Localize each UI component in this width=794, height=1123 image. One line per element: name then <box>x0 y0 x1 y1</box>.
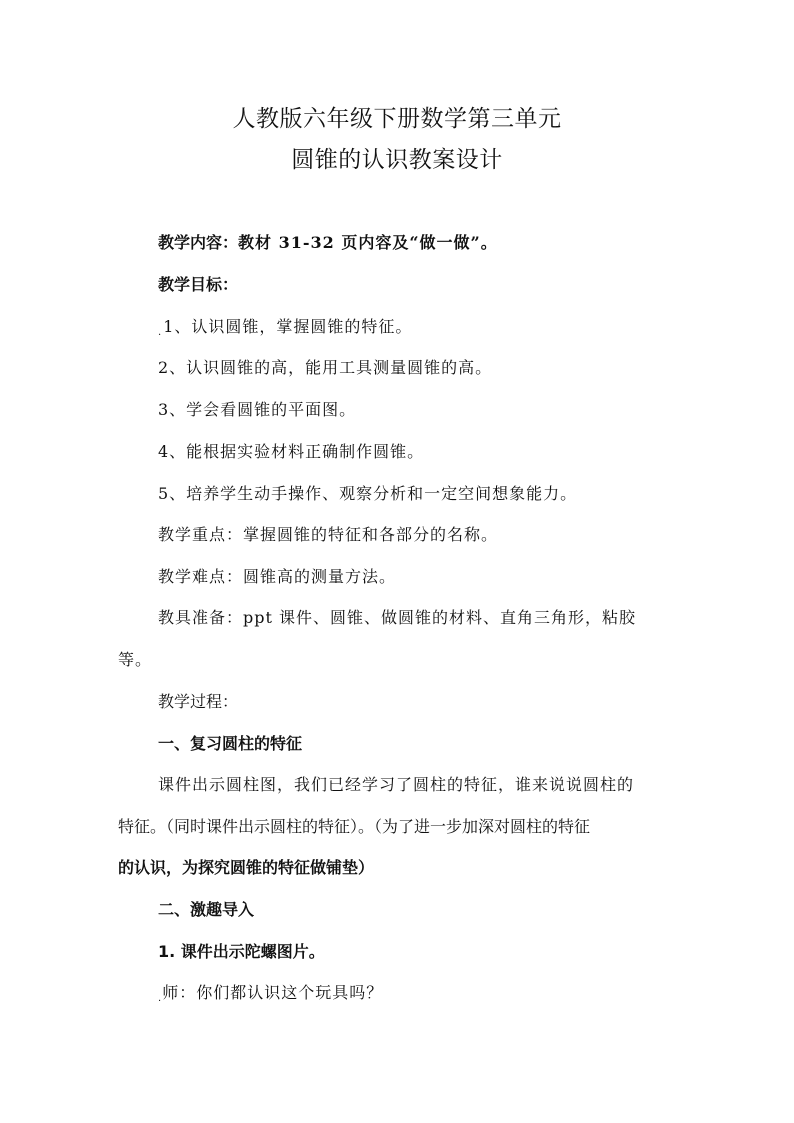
section-heading-review-cylinder: 一、复习圆柱的特征 <box>158 734 303 753</box>
goal-item-2: 2、认识圆锥的高，能用工具测量圆锥的高。 <box>158 358 493 377</box>
teaching-process-label: 教学过程： <box>158 692 239 711</box>
teaching-content-text: 教材 31-32 页内容及“做一做”。 <box>238 233 498 252</box>
teaching-goals-label: 教学目标： <box>158 275 239 294</box>
section-1-text-line-1: 课件出示圆柱图，我们已经学习了圆柱的特征，谁来说说圆柱的 <box>158 775 635 794</box>
key-point: 教学重点：掌握圆锥的特征和各部分的名称。 <box>158 525 499 544</box>
annotation-mark-2: . <box>158 993 162 1004</box>
goal-item-1-text: 1、认识圆锥，掌握圆锥的特征。 <box>163 317 413 336</box>
teaching-content-label: 教学内容： <box>158 233 239 252</box>
tools-line-1: 教具准备：ppt 课件、圆锥、做圆锥的材料、直角三角形，粘胶 <box>158 608 637 627</box>
teacher-question-line <box>158 981 718 1008</box>
teaching-content-line <box>158 231 718 255</box>
document-title-line-1: 人教版六年级下册数学第三单元 <box>232 106 562 132</box>
goal-item-1 <box>158 315 718 342</box>
goal-item-5: 5、培养学生动手操作、观察分析和一定空间想象能力。 <box>158 484 578 503</box>
teacher-question-text: 师：你们都认识这个玩具吗？ <box>162 983 384 1002</box>
document-title-line-2: 圆锥的认识教案设计 <box>291 147 503 173</box>
goal-item-4: 4、能根据实验材料正确制作圆锥。 <box>158 442 425 461</box>
section-1-text-line-2: 特征。（同时课件出示圆柱的特征）。（为了进一步加深对圆柱的特征 <box>118 817 591 836</box>
difficulty-point: 教学难点：圆锥高的测量方法。 <box>158 567 397 586</box>
section-2-item-1: 1. 课件出示陀螺图片。 <box>158 942 325 961</box>
tools-line-2: 等。 <box>118 650 153 669</box>
annotation-mark: . <box>158 327 163 338</box>
section-heading-interest-introduction: 二、激趣导入 <box>158 900 255 919</box>
goal-item-3: 3、学会看圆锥的平面图。 <box>158 400 357 419</box>
section-1-text-line-3: 的认识，为探究圆锥的特征做铺垫） <box>118 858 375 877</box>
